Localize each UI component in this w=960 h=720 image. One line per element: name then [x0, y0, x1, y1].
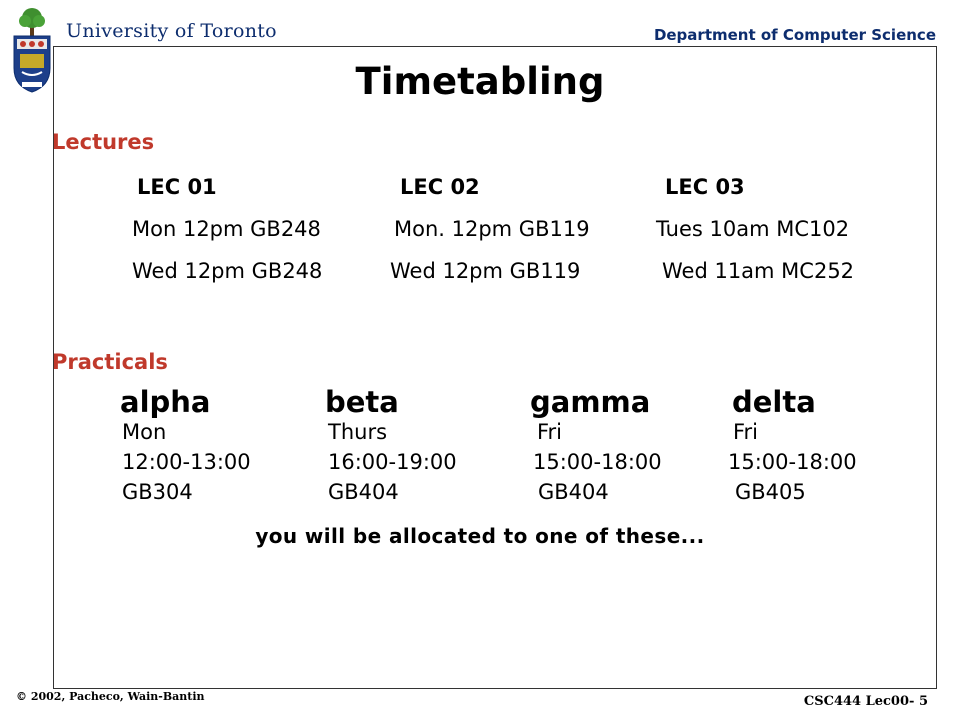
practical-day: Fri [733, 420, 759, 444]
practical-group-name: alpha [120, 385, 211, 419]
practical-day: Fri [537, 420, 563, 444]
lecture-section-name: LEC 02 [400, 175, 480, 199]
lecture-schedule-line: Mon 12pm GB248 [132, 217, 321, 241]
practicals-heading: Practicals [52, 350, 168, 374]
lecture-schedule-line: Mon. 12pm GB119 [394, 217, 590, 241]
practical-time: 15:00-18:00 [533, 450, 662, 474]
lecture-schedule-line: Tues 10am MC102 [656, 217, 850, 241]
practical-room: GB404 [328, 480, 399, 504]
lecture-section-name: LEC 03 [665, 175, 745, 199]
practical-room: GB405 [735, 480, 806, 504]
practical-group-name: gamma [530, 385, 651, 419]
slide-title: Timetabling [355, 60, 605, 103]
lecture-section-name: LEC 01 [137, 175, 217, 199]
practical-room: GB304 [122, 480, 193, 504]
practical-group-name: beta [325, 385, 399, 419]
department-name: Department of Computer Science [653, 26, 936, 44]
lectures-heading: Lectures [52, 130, 155, 154]
lecture-schedule-line: Wed 12pm GB119 [390, 259, 581, 283]
university-name: University of Toronto [66, 20, 277, 42]
tree-icon [19, 8, 45, 36]
practical-time: 12:00-13:00 [122, 450, 251, 474]
lecture-schedule-line: Wed 12pm GB248 [132, 259, 323, 283]
practical-time: 16:00-19:00 [328, 450, 457, 474]
slide-number: CSC444 Lec00- 5 [803, 694, 928, 709]
slide-frame [53, 46, 937, 689]
practical-group-name: delta [732, 385, 816, 419]
allocation-note: you will be allocated to one of these... [255, 524, 705, 548]
practical-day: Mon [122, 420, 167, 444]
practical-time: 15:00-18:00 [728, 450, 857, 474]
copyright-footer: © 2002, Pacheco, Wain-Bantin [16, 690, 205, 703]
lecture-schedule-line: Wed 11am MC252 [662, 259, 855, 283]
practical-day: Thurs [328, 420, 388, 444]
practical-room: GB404 [538, 480, 609, 504]
